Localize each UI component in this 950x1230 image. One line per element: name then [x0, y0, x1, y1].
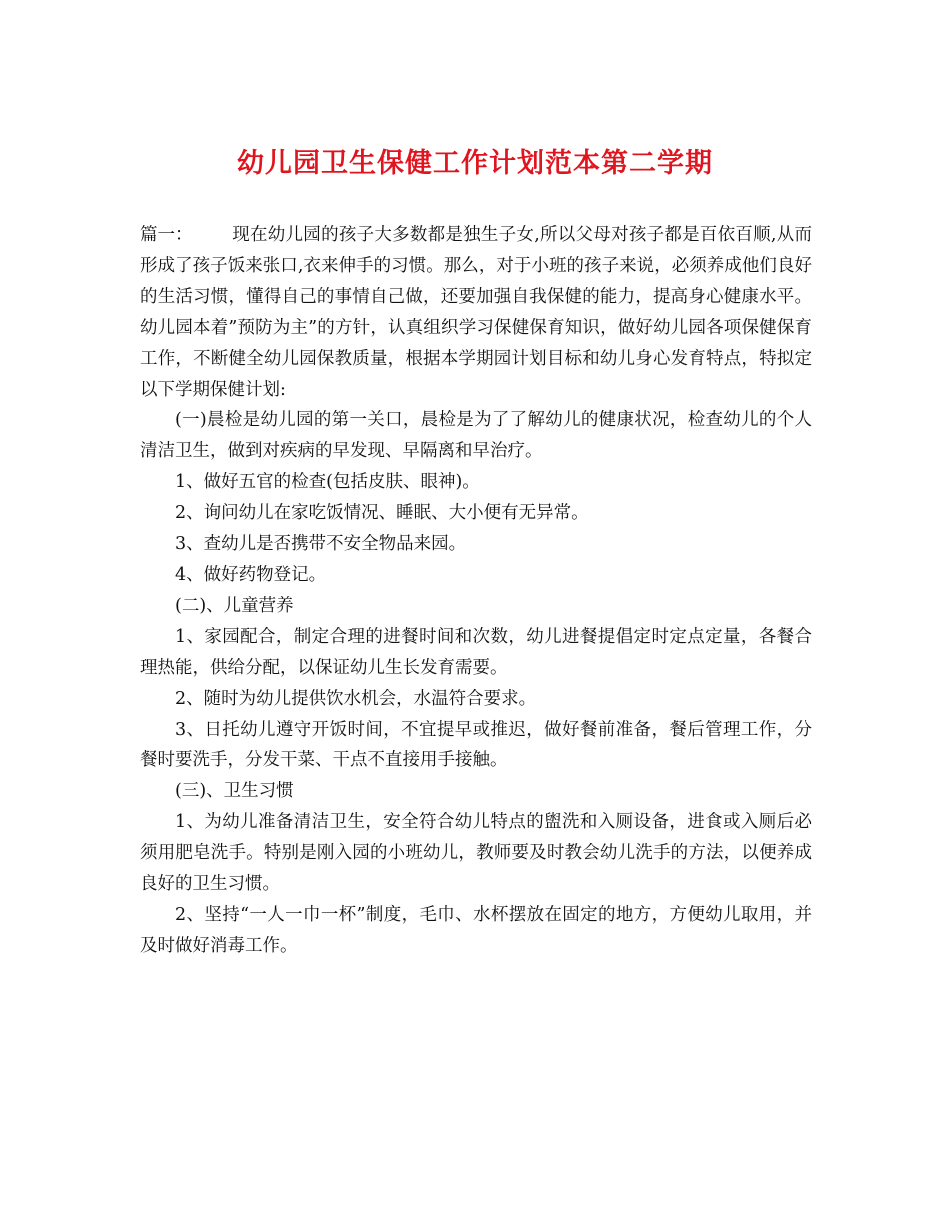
paragraph-item: 1、家园配合，制定合理的进餐时间和次数，幼儿进餐提倡定时定点定量，各餐合理热能，供给分配，以保证幼儿生长发育需要。 [140, 626, 812, 678]
paragraph-item: 3、日托幼儿遵守开饭时间，不宜提早或推迟，做好餐前准备，餐后管理工作，分餐时要洗手，分发干菜、干点不直接用手接触。 [140, 719, 812, 771]
section-lead-label: 篇一： [140, 225, 193, 245]
paragraph-item: 4、做好药物登记。 [175, 564, 327, 585]
document-title: 幼儿园卫生保健工作计划范本第二学期 [237, 148, 713, 179]
paragraph-item: 2、询问幼儿在家吃饭情况、睡眠、大小便有无异常。 [175, 503, 589, 524]
paragraph-item: 1、为幼儿准备清洁卫生，安全符合幼儿特点的盥洗和入厕设备，进食或入厕后必须用肥皂洗手。特别是刚入园的小班幼儿，教师要及时教会幼儿洗手的方法，以便养成良好的卫生习惯。 [140, 812, 812, 895]
paragraph-item: 2、随时为幼儿提供饮水机会，水温符合要求。 [175, 688, 537, 709]
intro-text: 现在幼儿园的孩子大多数都是独生子女,所以父母对孩子都是百依百顺,从而形成了孩子饭来张口,衣来伸手的习惯。那么，对于小班的孩子来说，必须养成他们良好的生活习惯，懂得自己的事情自己做，还要加强自我保健的能力，提高身心健康水平。幼儿园本着”预防为主”的方针，认真组织学习保健保育知识，做好幼儿园各项保健保育工作，不断健全幼儿园保教质量，根据本学期园计划目标和幼儿身心发育特点，特拟定以下学期保健计划: [140, 225, 812, 400]
paragraph-morning-check: (一)晨检是幼儿园的第一关口，晨检是为了了解幼儿的健康状况，检查幼儿的个人清洁卫生，做到对疾病的早发现、早隔离和早治疗。 [140, 410, 812, 462]
document-body [140, 220, 812, 962]
paragraph-item: 3、查幼儿是否携带不安全物品来园。 [175, 534, 467, 555]
paragraph-item: 1、做好五官的检查(包括皮肤、眼神)。 [175, 472, 480, 493]
section-heading-hygiene: (三)、卫生习惯 [175, 781, 294, 802]
paragraph-item: 2、坚持“一人一巾一杯”制度，毛巾、水杯摆放在固定的地方，方便幼儿取用，并及时做好消毒工作。 [140, 904, 812, 956]
section-heading-nutrition: (二)、儿童营养 [175, 595, 294, 616]
intro-paragraph [140, 220, 812, 405]
